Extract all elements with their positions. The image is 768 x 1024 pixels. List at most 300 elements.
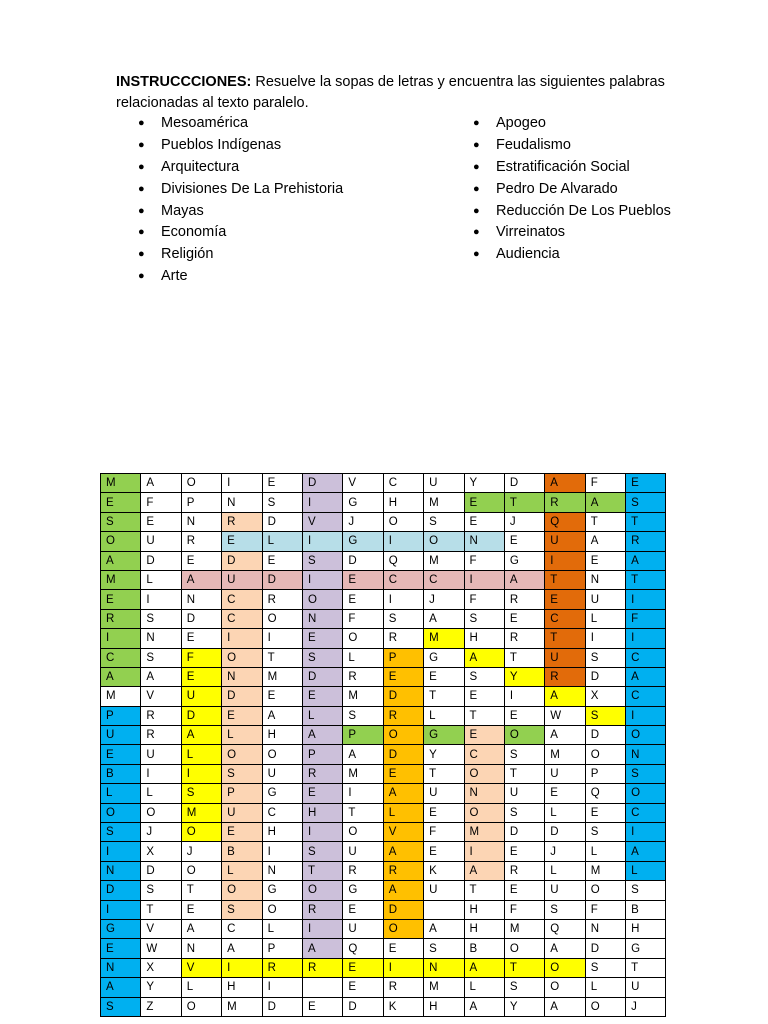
word-label: Mesoamérica bbox=[161, 115, 249, 131]
word-label: Arquitectura bbox=[161, 158, 240, 175]
grid-cell: O bbox=[504, 726, 544, 745]
grid-row bbox=[101, 512, 666, 531]
grid-cell: E bbox=[343, 900, 383, 919]
grid-row bbox=[101, 939, 666, 958]
word-item bbox=[116, 113, 343, 135]
grid-cell: T bbox=[262, 648, 302, 667]
grid-row bbox=[101, 532, 666, 551]
grid-cell: D bbox=[343, 551, 383, 570]
grid-cell: N bbox=[181, 590, 221, 609]
bullet-icon: ● bbox=[138, 248, 145, 261]
grid-cell: R bbox=[383, 978, 423, 997]
grid-cell: D bbox=[262, 997, 302, 1016]
grid-cell: K bbox=[424, 861, 464, 880]
grid-cell: J bbox=[626, 997, 666, 1016]
grid-cell: W bbox=[545, 706, 585, 725]
grid-cell: I bbox=[222, 958, 262, 977]
grid-cell: I bbox=[222, 474, 262, 493]
grid-cell: D bbox=[585, 667, 625, 686]
grid-cell: L bbox=[181, 745, 221, 764]
grid-cell: I bbox=[383, 958, 423, 977]
grid-cell: A bbox=[383, 881, 423, 900]
bullet-icon: ● bbox=[138, 117, 145, 129]
grid-cell: S bbox=[302, 648, 342, 667]
grid-cell: X bbox=[141, 958, 181, 977]
grid-cell: I bbox=[222, 629, 262, 648]
grid-cell: O bbox=[383, 919, 423, 938]
grid-cell: O bbox=[424, 532, 464, 551]
grid-row bbox=[101, 784, 666, 803]
grid-cell: O bbox=[101, 532, 141, 551]
grid-cell: I bbox=[626, 706, 666, 725]
grid-cell: E bbox=[262, 474, 302, 493]
grid-cell: D bbox=[141, 551, 181, 570]
grid-cell: T bbox=[181, 881, 221, 900]
grid-cell: C bbox=[626, 687, 666, 706]
grid-cell: E bbox=[585, 551, 625, 570]
grid-cell: R bbox=[383, 706, 423, 725]
grid-cell: D bbox=[302, 474, 342, 493]
grid-cell: G bbox=[424, 648, 464, 667]
grid-cell: F bbox=[504, 900, 544, 919]
grid-cell: U bbox=[626, 978, 666, 997]
grid-cell: L bbox=[262, 532, 302, 551]
word-label: Pueblos Indígenas bbox=[161, 136, 282, 153]
grid-cell: E bbox=[504, 532, 544, 551]
grid-cell: R bbox=[302, 958, 342, 977]
grid-cell: B bbox=[222, 842, 262, 861]
grid-cell: O bbox=[181, 861, 221, 880]
grid-cell: L bbox=[181, 978, 221, 997]
grid-cell: O bbox=[141, 803, 181, 822]
grid-cell: M bbox=[545, 745, 585, 764]
grid-cell: H bbox=[262, 823, 302, 842]
word-search-grid bbox=[100, 473, 666, 1017]
instructions-text: Resuelve la sopas de letras y encuentra las siguientes palabras relacionadas al texto paralelo. bbox=[116, 74, 665, 111]
grid-cell: E bbox=[585, 803, 625, 822]
grid-cell: I bbox=[141, 590, 181, 609]
bullet-icon: ● bbox=[138, 204, 145, 217]
grid-cell: A bbox=[504, 570, 544, 589]
grid-cell: E bbox=[343, 590, 383, 609]
grid-cell: E bbox=[181, 900, 221, 919]
grid-cell: D bbox=[262, 570, 302, 589]
word-item bbox=[451, 244, 671, 266]
word-lists bbox=[116, 113, 716, 293]
grid-cell: T bbox=[545, 629, 585, 648]
grid-cell: O bbox=[222, 881, 262, 900]
word-item bbox=[451, 113, 671, 135]
grid-cell: S bbox=[626, 764, 666, 783]
grid-cell: D bbox=[504, 823, 544, 842]
grid-cell: M bbox=[262, 667, 302, 686]
grid-cell: E bbox=[101, 939, 141, 958]
word-label: Feudalismo bbox=[496, 136, 571, 153]
grid-cell: D bbox=[383, 687, 423, 706]
word-item bbox=[451, 135, 671, 157]
grid-cell: S bbox=[626, 881, 666, 900]
grid-cell: A bbox=[343, 745, 383, 764]
grid-cell: I bbox=[302, 493, 342, 512]
word-item bbox=[116, 222, 343, 244]
grid-cell: J bbox=[545, 842, 585, 861]
grid-cell: T bbox=[626, 958, 666, 977]
grid-cell: C bbox=[262, 803, 302, 822]
grid-cell: J bbox=[181, 842, 221, 861]
word-label: Apogeo bbox=[496, 115, 546, 131]
grid-cell: U bbox=[504, 784, 544, 803]
word-label: Arte bbox=[161, 268, 188, 285]
grid-row bbox=[101, 997, 666, 1016]
grid-cell: T bbox=[464, 706, 504, 725]
grid-cell: E bbox=[101, 590, 141, 609]
grid-cell: E bbox=[101, 493, 141, 512]
grid-cell: T bbox=[504, 764, 544, 783]
grid-cell: I bbox=[383, 590, 423, 609]
grid-cell: A bbox=[545, 939, 585, 958]
word-label: Economía bbox=[161, 224, 227, 241]
grid-cell: C bbox=[383, 570, 423, 589]
grid-cell: S bbox=[101, 512, 141, 531]
grid-cell: A bbox=[101, 551, 141, 570]
grid-cell: V bbox=[141, 687, 181, 706]
grid-cell: E bbox=[383, 939, 423, 958]
grid-cell: F bbox=[464, 551, 504, 570]
grid-cell: R bbox=[504, 590, 544, 609]
grid-cell: L bbox=[626, 861, 666, 880]
grid-cell: A bbox=[545, 687, 585, 706]
grid-cell: S bbox=[464, 667, 504, 686]
grid-cell: C bbox=[101, 648, 141, 667]
grid-cell: G bbox=[626, 939, 666, 958]
grid-cell: G bbox=[343, 493, 383, 512]
grid-cell: Y bbox=[504, 667, 544, 686]
grid-cell: D bbox=[504, 474, 544, 493]
grid-cell: I bbox=[302, 919, 342, 938]
grid-cell: U bbox=[545, 881, 585, 900]
word-label: Audiencia bbox=[496, 246, 560, 263]
grid-cell: R bbox=[141, 706, 181, 725]
bullet-icon: ● bbox=[473, 182, 480, 195]
grid-cell: A bbox=[626, 667, 666, 686]
grid-cell: A bbox=[262, 706, 302, 725]
grid-cell: V bbox=[302, 512, 342, 531]
grid-row bbox=[101, 726, 666, 745]
grid-row bbox=[101, 842, 666, 861]
grid-cell: A bbox=[585, 493, 625, 512]
grid-cell: N bbox=[181, 939, 221, 958]
grid-cell: I bbox=[383, 532, 423, 551]
grid-cell: I bbox=[343, 784, 383, 803]
word-label: Divisiones De La Prehistoria bbox=[161, 180, 344, 197]
grid-cell: E bbox=[101, 745, 141, 764]
grid-cell: L bbox=[585, 842, 625, 861]
word-label: Virreinatos bbox=[496, 224, 566, 241]
grid-cell: U bbox=[424, 474, 464, 493]
grid-cell: M bbox=[101, 570, 141, 589]
word-label: Religión bbox=[161, 246, 214, 263]
grid-cell: R bbox=[343, 861, 383, 880]
grid-cell: T bbox=[504, 648, 544, 667]
grid-cell: S bbox=[101, 823, 141, 842]
grid-cell: S bbox=[343, 706, 383, 725]
grid-cell: U bbox=[222, 803, 262, 822]
grid-cell: I bbox=[262, 842, 302, 861]
grid-cell: N bbox=[424, 958, 464, 977]
grid-cell: M bbox=[101, 687, 141, 706]
word-item bbox=[116, 157, 343, 179]
grid-cell: A bbox=[626, 842, 666, 861]
grid-cell: R bbox=[302, 764, 342, 783]
grid-cell: R bbox=[545, 493, 585, 512]
grid-cell: L bbox=[545, 861, 585, 880]
grid-cell: N bbox=[302, 609, 342, 628]
grid-cell: T bbox=[424, 764, 464, 783]
grid-row bbox=[101, 764, 666, 783]
grid-row bbox=[101, 551, 666, 570]
grid-cell: E bbox=[222, 532, 262, 551]
grid-cell: O bbox=[302, 881, 342, 900]
word-item bbox=[116, 201, 343, 223]
grid-cell: M bbox=[585, 861, 625, 880]
grid-cell: H bbox=[262, 726, 302, 745]
grid-cell: I bbox=[141, 764, 181, 783]
grid-cell: R bbox=[262, 958, 302, 977]
grid-cell: R bbox=[545, 667, 585, 686]
grid-row bbox=[101, 958, 666, 977]
grid-cell: L bbox=[343, 648, 383, 667]
grid-cell: W bbox=[141, 939, 181, 958]
grid-cell: S bbox=[504, 803, 544, 822]
grid-cell: I bbox=[101, 900, 141, 919]
bullet-icon: ● bbox=[473, 226, 480, 239]
grid-cell: H bbox=[302, 803, 342, 822]
grid-cell: D bbox=[383, 900, 423, 919]
grid-cell: S bbox=[585, 706, 625, 725]
grid-cell: G bbox=[262, 881, 302, 900]
grid-cell: I bbox=[181, 764, 221, 783]
grid-cell: Q bbox=[585, 784, 625, 803]
grid-cell: A bbox=[222, 939, 262, 958]
grid-cell: L bbox=[545, 803, 585, 822]
grid-cell: S bbox=[141, 881, 181, 900]
grid-cell: E bbox=[181, 551, 221, 570]
grid-cell: Y bbox=[141, 978, 181, 997]
grid-cell: V bbox=[181, 958, 221, 977]
grid-cell: E bbox=[302, 687, 342, 706]
grid-cell: U bbox=[585, 590, 625, 609]
grid-cell: T bbox=[585, 512, 625, 531]
grid-cell: E bbox=[464, 512, 504, 531]
grid-cell: I bbox=[302, 823, 342, 842]
grid-cell: V bbox=[141, 919, 181, 938]
grid-cell: L bbox=[585, 609, 625, 628]
grid-cell: E bbox=[302, 784, 342, 803]
grid-cell: B bbox=[626, 900, 666, 919]
grid-cell: I bbox=[101, 842, 141, 861]
grid-cell: A bbox=[464, 861, 504, 880]
grid-cell: C bbox=[626, 648, 666, 667]
grid-cell: A bbox=[181, 919, 221, 938]
grid-cell: M bbox=[424, 493, 464, 512]
grid-cell: C bbox=[222, 919, 262, 938]
bullet-icon: ● bbox=[138, 182, 145, 195]
grid-cell: E bbox=[343, 570, 383, 589]
grid-cell: M bbox=[343, 764, 383, 783]
grid-cell: D bbox=[545, 823, 585, 842]
grid-cell: A bbox=[141, 667, 181, 686]
grid-cell: E bbox=[424, 667, 464, 686]
grid-row bbox=[101, 900, 666, 919]
grid-cell: E bbox=[464, 687, 504, 706]
bullet-icon: ● bbox=[138, 226, 145, 239]
grid-cell: P bbox=[101, 706, 141, 725]
grid-cell: M bbox=[343, 687, 383, 706]
grid-cell: D bbox=[141, 861, 181, 880]
grid-cell: N bbox=[464, 784, 504, 803]
word-item bbox=[116, 244, 343, 266]
grid-cell: H bbox=[626, 919, 666, 938]
grid-cell: J bbox=[424, 590, 464, 609]
grid-cell: U bbox=[343, 842, 383, 861]
grid-cell: A bbox=[101, 978, 141, 997]
grid-cell: B bbox=[464, 939, 504, 958]
grid-cell: M bbox=[101, 474, 141, 493]
grid-cell: S bbox=[302, 842, 342, 861]
grid-cell: H bbox=[464, 919, 504, 938]
grid-cell: A bbox=[424, 609, 464, 628]
grid-cell: R bbox=[262, 590, 302, 609]
grid-cell: F bbox=[424, 823, 464, 842]
grid-cell: U bbox=[222, 570, 262, 589]
grid-cell: F bbox=[141, 493, 181, 512]
grid-cell: E bbox=[262, 687, 302, 706]
grid-cell: U bbox=[141, 532, 181, 551]
grid-row bbox=[101, 823, 666, 842]
grid-cell: I bbox=[262, 978, 302, 997]
grid-cell: P bbox=[262, 939, 302, 958]
grid-cell: P bbox=[302, 745, 342, 764]
grid-cell: E bbox=[464, 493, 504, 512]
grid-cell: E bbox=[626, 474, 666, 493]
grid-cell: O bbox=[181, 997, 221, 1016]
grid-cell: E bbox=[504, 706, 544, 725]
grid-row bbox=[101, 493, 666, 512]
grid-cell: L bbox=[424, 706, 464, 725]
grid-cell: O bbox=[585, 997, 625, 1016]
grid-cell: O bbox=[545, 958, 585, 977]
grid-cell: E bbox=[424, 842, 464, 861]
grid-cell: G bbox=[343, 881, 383, 900]
grid-cell: R bbox=[101, 609, 141, 628]
grid-cell: Q bbox=[545, 512, 585, 531]
grid-cell: S bbox=[626, 493, 666, 512]
grid-cell: N bbox=[181, 512, 221, 531]
grid-cell: S bbox=[101, 997, 141, 1016]
grid-cell: I bbox=[302, 532, 342, 551]
grid-cell: Q bbox=[343, 939, 383, 958]
grid-cell: S bbox=[262, 493, 302, 512]
grid-cell: C bbox=[383, 474, 423, 493]
grid-cell: E bbox=[343, 958, 383, 977]
grid-cell: S bbox=[504, 978, 544, 997]
grid-cell: A bbox=[545, 474, 585, 493]
grid-cell: S bbox=[424, 939, 464, 958]
grid-cell: A bbox=[302, 726, 342, 745]
grid-cell: J bbox=[141, 823, 181, 842]
grid-cell: O bbox=[262, 609, 302, 628]
grid-cell: V bbox=[343, 474, 383, 493]
grid-row bbox=[101, 706, 666, 725]
grid-cell: D bbox=[585, 939, 625, 958]
grid-cell: T bbox=[626, 570, 666, 589]
grid-cell: N bbox=[101, 958, 141, 977]
grid-cell: Z bbox=[141, 997, 181, 1016]
grid-cell: E bbox=[302, 997, 342, 1016]
grid-cell: O bbox=[464, 803, 504, 822]
grid-cell: O bbox=[383, 726, 423, 745]
grid-cell: I bbox=[585, 629, 625, 648]
grid-cell: A bbox=[383, 784, 423, 803]
grid-cell: Q bbox=[383, 551, 423, 570]
grid-cell: X bbox=[141, 842, 181, 861]
grid-cell: O bbox=[222, 648, 262, 667]
grid-row bbox=[101, 978, 666, 997]
bullet-icon: ● bbox=[138, 270, 145, 283]
word-label: Estratificación Social bbox=[496, 158, 630, 175]
grid-cell: F bbox=[181, 648, 221, 667]
grid-cell: T bbox=[141, 900, 181, 919]
grid-cell: O bbox=[262, 900, 302, 919]
grid-cell: O bbox=[504, 939, 544, 958]
grid-cell: I bbox=[101, 629, 141, 648]
grid-cell: S bbox=[585, 823, 625, 842]
grid-cell: A bbox=[302, 939, 342, 958]
word-list-left bbox=[116, 113, 343, 288]
bullet-icon: ● bbox=[473, 117, 480, 129]
grid-cell: M bbox=[504, 919, 544, 938]
word-item bbox=[451, 222, 671, 244]
grid-cell: X bbox=[585, 687, 625, 706]
grid-cell: A bbox=[626, 551, 666, 570]
grid-cell: E bbox=[141, 512, 181, 531]
grid-row bbox=[101, 881, 666, 900]
bullet-icon: ● bbox=[473, 160, 480, 173]
grid-cell: O bbox=[343, 629, 383, 648]
word-item bbox=[116, 266, 343, 288]
grid-cell: D bbox=[383, 745, 423, 764]
grid-cell: H bbox=[464, 629, 504, 648]
grid-cell: Y bbox=[504, 997, 544, 1016]
word-item bbox=[451, 157, 671, 179]
grid-cell: T bbox=[545, 570, 585, 589]
grid-cell: S bbox=[181, 784, 221, 803]
bullet-icon: ● bbox=[138, 138, 145, 151]
grid-cell: S bbox=[585, 648, 625, 667]
grid-cell: N bbox=[101, 861, 141, 880]
grid-cell: N bbox=[464, 532, 504, 551]
instructions bbox=[116, 72, 706, 114]
grid-cell: I bbox=[545, 551, 585, 570]
grid-cell: T bbox=[343, 803, 383, 822]
grid-cell: L bbox=[262, 919, 302, 938]
grid-cell: U bbox=[545, 532, 585, 551]
grid-row bbox=[101, 474, 666, 493]
grid-cell: R bbox=[383, 861, 423, 880]
grid-cell: Y bbox=[424, 745, 464, 764]
grid-cell: T bbox=[504, 493, 544, 512]
grid-cell: P bbox=[383, 648, 423, 667]
